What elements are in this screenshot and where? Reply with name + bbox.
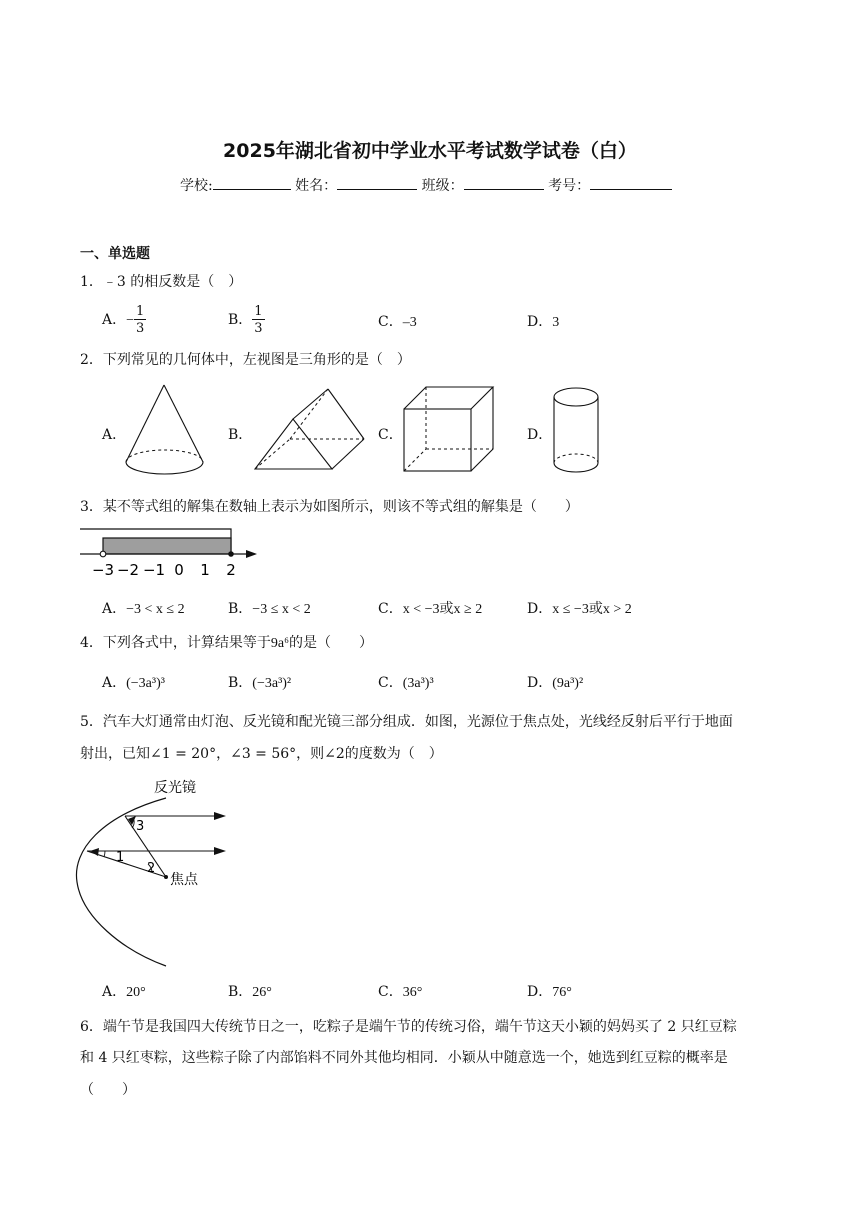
angle-label-2: 2: [147, 861, 156, 876]
q4-option-b: [228, 672, 291, 692]
q5-option-b: [228, 981, 272, 1001]
option-value: 26°: [252, 985, 272, 1000]
q2-option-b-label: B．: [228, 427, 253, 443]
q5-option-a: [102, 981, 146, 1001]
fraction-denominator: 3: [136, 321, 145, 336]
student-info-line: [180, 175, 672, 195]
exam-number-label: 考号：: [548, 178, 591, 194]
q3-option-a: [102, 598, 185, 618]
question-1-stem: 1．﹣3 的相反数是（ ）: [80, 274, 243, 290]
stem-expression: 9a⁶: [270, 636, 290, 651]
fraction-numerator: 1: [254, 304, 263, 319]
fraction: [252, 305, 264, 335]
option-value: x ≤ −3或x > 2: [552, 602, 632, 617]
class-label: 班级：: [421, 178, 464, 194]
option-letter: B．: [228, 601, 253, 617]
option-letter: C．: [378, 601, 403, 617]
option-value: x < −3或x ≥ 2: [402, 602, 483, 617]
q3-option-c: [378, 598, 482, 618]
q2-option-a-label: A．: [102, 427, 127, 443]
option-letter: C．: [378, 675, 403, 691]
option-value: (−3a³)³: [126, 676, 165, 691]
school-label: 学校:: [180, 178, 213, 194]
option-value: 36°: [402, 985, 423, 1000]
cube-figure: [402, 385, 502, 475]
prism-figure: [250, 385, 370, 475]
class-blank: [464, 175, 544, 190]
q1-option-c: [378, 311, 417, 331]
number-line-figure: [78, 524, 278, 584]
page-title: 2025年湖北省初中学业水平考试数学试卷（白）: [223, 140, 637, 162]
option-value: (9a³)²: [552, 676, 584, 691]
option-letter: C．: [378, 314, 403, 330]
question-5-stem-line-2: 射出，已知∠1 = 20°，∠3 = 56°，则∠2的度数为（ ）: [80, 746, 443, 762]
option-letter: B．: [228, 984, 253, 1000]
axis-tick-label: −1: [142, 561, 166, 579]
q1-option-a: [102, 305, 146, 335]
axis-tick-label: 2: [226, 561, 236, 579]
option-letter: D．: [527, 984, 553, 1000]
axis-tick-label: −2: [116, 561, 140, 579]
stem-text: 4．下列各式中，计算结果等于: [80, 635, 271, 651]
option-letter: B．: [228, 675, 253, 691]
option-letter: A．: [102, 312, 127, 328]
option-letter: A．: [102, 984, 127, 1000]
option-letter: C．: [378, 984, 403, 1000]
option-value: (−3a³)²: [252, 676, 292, 691]
option-letter: A．: [102, 675, 127, 691]
q1-option-b: [228, 305, 265, 335]
option-value: 3: [552, 315, 560, 330]
option-value: 20°: [126, 985, 146, 1000]
stem-text: 的是（ ）: [289, 635, 374, 651]
fraction-numerator: 1: [136, 304, 145, 319]
axis-tick-label: −3: [91, 561, 115, 579]
figure-label-mirror: 反光镜: [154, 780, 196, 796]
option-value: 76°: [552, 985, 572, 1000]
figure-label-focus: 焦点: [170, 872, 198, 888]
q3-option-b: [228, 598, 311, 618]
name-label: 姓名：: [295, 178, 338, 194]
section-heading: 一、单选题: [80, 246, 150, 262]
option-sign: −: [126, 313, 135, 328]
cylinder-figure: [552, 382, 612, 482]
question-6-line-3: （ ）: [80, 1082, 136, 1098]
exam-number-blank: [590, 175, 672, 190]
q1-option-d: [527, 311, 559, 331]
question-2-stem: 2．下列常见的几何体中，左视图是三角形的是（ ）: [80, 352, 411, 368]
option-value: −3 ≤ x < 2: [252, 602, 311, 617]
option-letter: A．: [102, 601, 127, 617]
q2-option-c-label: C．: [378, 427, 403, 443]
option-value: –3: [402, 315, 417, 330]
q4-option-a: [102, 672, 165, 692]
school-blank: [213, 175, 291, 190]
question-5-stem-line-1: 5．汽车大灯通常由灯泡、反光镜和配光镜三部分组成．如图，光源位于焦点处，光线经反射后平行于地面: [80, 714, 733, 730]
headlight-mirror-figure: [72, 772, 242, 972]
question-6-line-1: 6．端午节是我国四大传统节日之一，吃粽子是端午节的传统习俗，端午节这天小颖的妈妈买了 2 只红豆粽: [80, 1019, 737, 1035]
option-letter: D．: [527, 314, 553, 330]
q5-option-d: [527, 981, 572, 1001]
name-blank: [337, 175, 417, 190]
q3-option-d: [527, 598, 632, 618]
question-3-stem: 3．某不等式组的解集在数轴上表示为如图所示，则该不等式组的解集是（ ）: [80, 499, 579, 515]
option-letter: D．: [527, 675, 553, 691]
option-letter: D．: [527, 601, 553, 617]
q5-option-c: [378, 981, 422, 1001]
q2-option-d-label: D．: [527, 427, 553, 443]
fraction: [134, 305, 146, 335]
option-value: (3a³)³: [402, 676, 434, 691]
option-value: −3 < x ≤ 2: [126, 602, 185, 617]
question-4-stem: [80, 632, 373, 652]
angle-label-3: 3: [136, 819, 145, 834]
question-6-line-2: 和 4 只红枣粽，这些粽子除了内部馅料不同外其他均相同．小颖从中随意选一个，她选到红豆粽的概率是: [80, 1050, 728, 1066]
q4-option-c: [378, 672, 434, 692]
cone-figure: [120, 380, 210, 480]
option-letter: B．: [228, 312, 253, 328]
axis-tick-label: 0: [174, 561, 184, 579]
axis-tick-label: 1: [200, 561, 210, 579]
angle-label-1: 1: [116, 850, 125, 865]
q4-option-d: [527, 672, 583, 692]
fraction-denominator: 3: [254, 321, 263, 336]
